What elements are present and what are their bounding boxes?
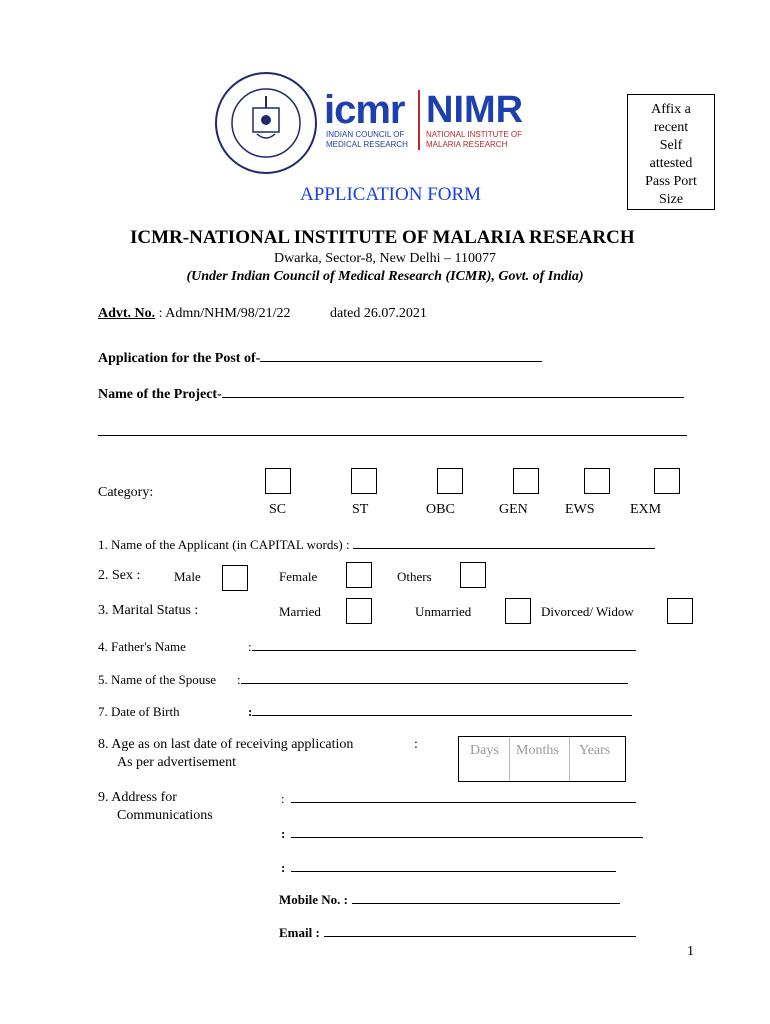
- address-blank-1[interactable]: [291, 802, 636, 803]
- category-checkbox-ews[interactable]: [584, 468, 610, 494]
- email-blank[interactable]: [324, 936, 636, 937]
- marital-option-married: Married: [279, 604, 321, 619]
- form-title: APPLICATION FORM: [300, 184, 482, 205]
- post-blank[interactable]: [260, 361, 542, 362]
- icmr-wordmark: icmr: [324, 88, 405, 132]
- project-field[interactable]: [98, 387, 684, 403]
- sex-checkbox-male[interactable]: [222, 565, 248, 591]
- category-option-sc: SC: [269, 502, 287, 517]
- project-blank[interactable]: [222, 397, 684, 398]
- mobile-blank[interactable]: [352, 903, 620, 904]
- age-divider: [569, 737, 570, 781]
- applicant-name-blank[interactable]: [353, 548, 655, 549]
- address-label-line1: 9. Address for: [98, 790, 177, 805]
- nimr-sub2: MALARIA RESEARCH: [426, 140, 508, 149]
- colon: :: [281, 860, 286, 875]
- spouse-name-field[interactable]: [237, 672, 628, 688]
- address-line-2[interactable]: [281, 826, 643, 842]
- dob-label: 7. Date of Birth: [98, 704, 180, 719]
- dob-blank[interactable]: [252, 715, 632, 716]
- advt-row: [98, 306, 291, 322]
- applicant-name-field[interactable]: [98, 537, 655, 553]
- category-label: Category:: [98, 485, 154, 500]
- category-checkbox-exm[interactable]: [654, 468, 680, 494]
- colon: :: [237, 672, 241, 687]
- nimr-sub1: NATIONAL INSTITUTE OF: [426, 130, 523, 139]
- address-blank-2[interactable]: [291, 837, 643, 838]
- nimr-wordmark: NIMR: [426, 89, 524, 131]
- marital-checkbox-divorced[interactable]: [667, 598, 693, 624]
- address-label-line2: Communications: [117, 808, 213, 823]
- colon: :: [281, 791, 285, 806]
- age-years-label: Years: [579, 743, 611, 758]
- institute-address: Dwarka, Sector-8, New Delhi – 110077: [274, 251, 496, 266]
- colon: :: [248, 639, 252, 654]
- spouse-name-blank[interactable]: [241, 683, 628, 684]
- father-name-blank[interactable]: [252, 650, 636, 651]
- colon: :: [281, 826, 286, 841]
- marital-option-unmarried: Unmarried: [415, 604, 472, 619]
- address-blank-3[interactable]: [291, 871, 616, 872]
- age-divider: [509, 737, 510, 781]
- address-line-1[interactable]: [281, 791, 636, 807]
- colon: :: [248, 704, 253, 719]
- photo-text-line: recent: [653, 120, 689, 135]
- page-number: 1: [687, 944, 694, 959]
- father-name-field[interactable]: [248, 639, 636, 655]
- sex-checkbox-others[interactable]: [460, 562, 486, 588]
- applicant-name-label: 1. Name of the Applicant (in CAPITAL words) :: [98, 537, 350, 552]
- category-checkbox-gen[interactable]: [513, 468, 539, 494]
- category-option-obc: OBC: [426, 502, 455, 517]
- age-colon: :: [414, 737, 418, 752]
- mobile-label: Mobile No. :: [279, 892, 348, 907]
- age-input-box[interactable]: [458, 736, 626, 782]
- category-option-exm: EXM: [630, 502, 662, 517]
- dob-field[interactable]: [248, 704, 632, 720]
- institute-name: ICMR-NATIONAL INSTITUTE OF MALARIA RESEARCH: [130, 227, 635, 248]
- sex-option-female: Female: [279, 569, 318, 584]
- photo-text-line: Size: [658, 192, 684, 207]
- sex-option-male: Male: [174, 569, 201, 584]
- photo-text-line: Self: [659, 138, 683, 153]
- category-option-st: ST: [352, 502, 369, 517]
- photo-text-line: Affix a: [651, 102, 691, 117]
- email-field[interactable]: [279, 925, 636, 941]
- institute-parent: (Under Indian Council of Medical Research (ICMR), Govt. of India): [186, 269, 584, 284]
- icmr-sub2: MEDICAL RESEARCH: [326, 140, 408, 149]
- advt-date: dated 26.07.2021: [330, 306, 427, 321]
- marital-checkbox-married[interactable]: [346, 598, 372, 624]
- email-label: Email :: [279, 925, 320, 940]
- marital-label: 3. Marital Status :: [98, 603, 199, 618]
- photo-text-line: attested: [649, 156, 693, 171]
- nimr-logo: [426, 90, 523, 150]
- post-field[interactable]: [98, 351, 542, 367]
- category-option-gen: GEN: [499, 502, 528, 517]
- icmr-sub1: INDIAN COUNCIL OF: [326, 130, 405, 139]
- address-line-3[interactable]: [281, 860, 616, 876]
- marital-checkbox-unmarried[interactable]: [505, 598, 531, 624]
- sex-checkbox-female[interactable]: [346, 562, 372, 588]
- category-checkbox-sc[interactable]: [265, 468, 291, 494]
- project-blank-line-2[interactable]: [98, 435, 687, 436]
- marital-option-divorced: Divorced/ Widow: [541, 604, 634, 619]
- age-label-line1: 8. Age as on last date of receiving application: [98, 737, 354, 752]
- photo-text-line: Pass Port: [645, 174, 697, 189]
- mobile-field[interactable]: [279, 892, 620, 908]
- photo-box: [627, 94, 715, 210]
- post-label: Application for the Post of-: [98, 351, 261, 366]
- spouse-name-label: 5. Name of the Spouse: [98, 672, 217, 687]
- father-name-label: 4. Father's Name: [98, 639, 186, 654]
- sex-option-others: Others: [397, 569, 432, 584]
- age-days-label: Days: [470, 743, 499, 758]
- logo-divider: [418, 90, 420, 150]
- category-checkbox-st[interactable]: [351, 468, 377, 494]
- age-label-line2: As per advertisement: [117, 755, 236, 770]
- age-months-label: Months: [516, 743, 559, 758]
- advt-label: Advt. No.: [98, 306, 156, 321]
- category-checkbox-obc[interactable]: [437, 468, 463, 494]
- sex-label: 2. Sex :: [98, 568, 141, 583]
- project-label: Name of the Project-: [98, 387, 222, 402]
- advt-number: : Admn/NHM/98/21/22: [158, 306, 291, 321]
- icmr-seal-logo: [213, 70, 319, 176]
- category-option-ews: EWS: [565, 502, 595, 517]
